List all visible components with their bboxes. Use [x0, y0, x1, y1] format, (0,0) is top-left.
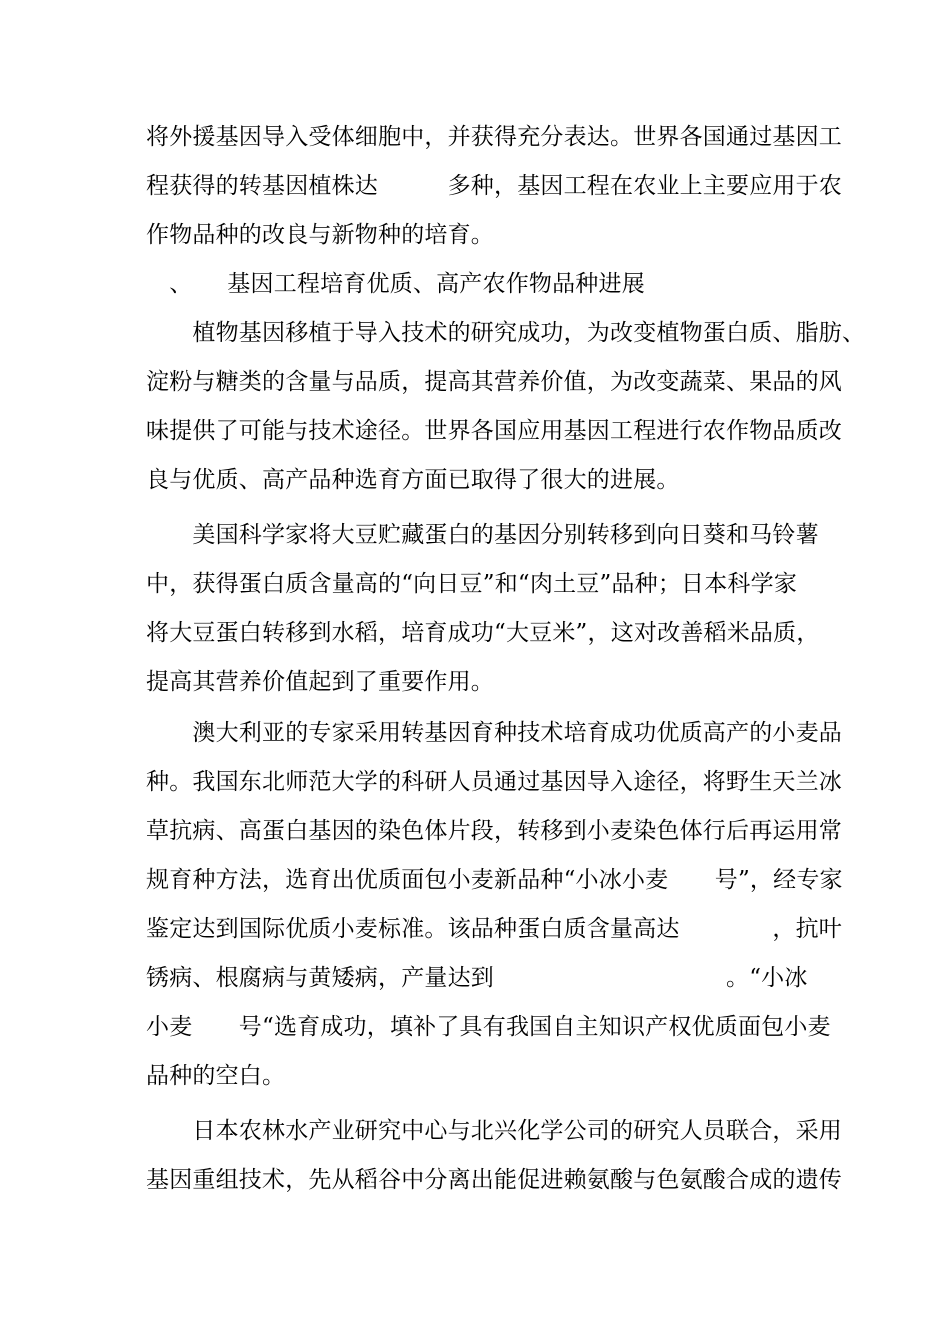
text-line: 锈病、根腐病与黄矮病，产量达到 。“小冰 — [146, 965, 808, 991]
text-line: 日本农林水产业研究中心与北兴化学公司的研究人员联合，采用 — [146, 1118, 842, 1144]
text-line: 程获得的转基因植株达 多种，基因工程在农业上主要应用于农 — [146, 173, 842, 199]
text-line: 提高其营养价值起到了重要作用。 — [146, 669, 494, 695]
text-line: 美国科学家将大豆贮藏蛋白的基因分别转移到向日葵和马铃薯 — [146, 522, 819, 548]
section-heading: 、 基因工程培育优质、高产农作物品种进展 — [146, 271, 645, 297]
text-line: 味提供了可能与技术途径。世界各国应用基因工程进行农作物品质改 — [146, 418, 842, 444]
text-line: 作物品种的改良与新物种的培育。 — [146, 222, 494, 248]
text-line: 小麦 号“选育成功，填补了具有我国自主知识产权优质面包小麦 — [146, 1014, 831, 1040]
text-line: 品种的空白。 — [146, 1063, 286, 1089]
text-line: 鉴定达到国际优质小麦标准。该品种蛋白质含量高达 ，抗叶 — [146, 916, 842, 942]
text-line: 淀粉与糖类的含量与品质，提高其营养价值，为改变蔬菜、果品的风 — [146, 369, 842, 395]
text-line: 将外援基因导入受体细胞中，并获得充分表达。世界各国通过基因工 — [146, 124, 842, 150]
text-line: 种。我国东北师范大学的科研人员通过基因导入途径，将野生天兰冰 — [146, 769, 842, 795]
text-line: 草抗病、高蛋白基因的染色体片段，转移到小麦染色体行后再运用常 — [146, 818, 842, 844]
text-line: 植物基因移植于导入技术的研究成功，为改变植物蛋白质、脂肪、 — [146, 320, 866, 346]
text-line: 规育种方法，选育出优质面包小麦新品种“小冰小麦 号”，经专家 — [146, 867, 843, 893]
text-line: 澳大利亚的专家采用转基因育种技术培育成功优质高产的小麦品 — [146, 720, 842, 746]
text-line: 良与优质、高产品种选育方面已取得了很大的进展。 — [146, 467, 680, 493]
text-line: 中，获得蛋白质含量高的“向日豆”和“肉土豆”品种；日本科学家 — [146, 571, 798, 597]
text-line: 基因重组技术，先从稻谷中分离出能促进赖氨酸与色氨酸合成的遗传 — [146, 1167, 842, 1193]
text-line: 将大豆蛋白转移到水稻，培育成功“大豆米”，这对改善稻米品质， — [146, 620, 820, 646]
